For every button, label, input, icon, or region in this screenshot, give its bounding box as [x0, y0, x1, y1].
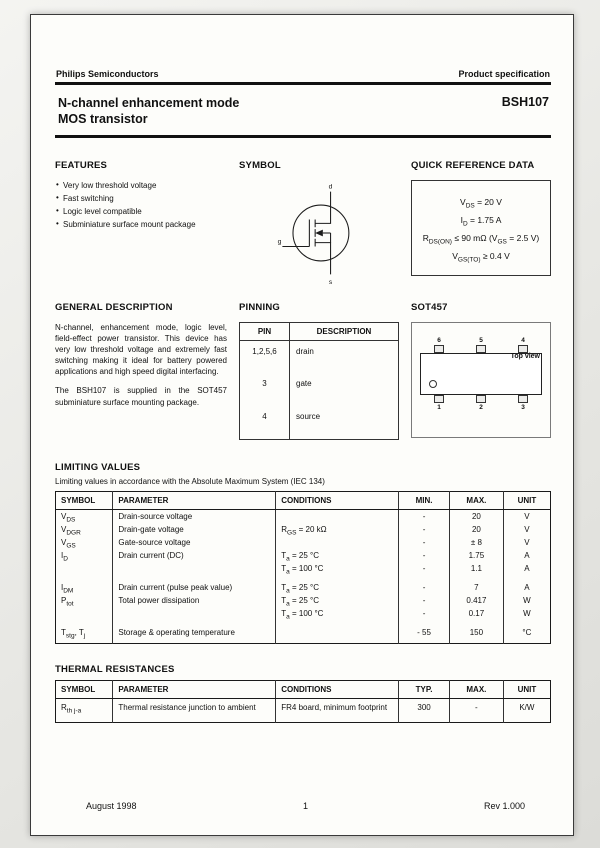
cell-parameter: Drain-gate voltage: [113, 523, 276, 536]
cell-conditions: $T_a = 25$ °C: [276, 594, 399, 607]
footer-page-number: 1: [302, 801, 308, 811]
title-block: [55, 85, 551, 128]
pin-lead: [476, 345, 486, 353]
cell-min: -: [399, 562, 450, 575]
cell-parameter: Gate-source voltage: [113, 536, 276, 549]
cell-min: - 55: [399, 620, 450, 644]
description-paragraph: N-channel, enhancement mode, logic level, field-effect power transistor. This device has very low threshold voltage and extremely fast switching making it ideal for battery powered applications and high speed digital interfacing.: [55, 322, 227, 377]
cell-pin: 1,2,5,6: [240, 340, 290, 373]
pin-lead: [434, 345, 444, 353]
source-terminal-label: s: [328, 278, 333, 286]
cell-conditions: [276, 536, 399, 549]
table-row: [56, 698, 551, 722]
symbol-section: [239, 160, 399, 286]
datasheet-page: [30, 14, 574, 836]
package-section: [411, 302, 551, 440]
quick-reference-heading: QUICK REFERENCE DATA: [411, 159, 535, 171]
qrd-value: $R_{DS(ON)} \le 90$ mΩ ($V_{GS} = 2.5$ V): [422, 232, 540, 246]
cell-pin: 3: [240, 373, 290, 405]
cell-parameter: [113, 607, 276, 620]
quick-reference-section: [411, 160, 551, 286]
header-publisher: Philips Semiconductors: [56, 69, 159, 79]
cell-unit: W: [503, 594, 550, 607]
package-heading: SOT457: [411, 301, 448, 313]
cell-unit: A: [503, 549, 550, 562]
table-row: [240, 373, 399, 405]
table-row: [56, 562, 551, 575]
title-line-1: N-channel enhancement mode: [58, 96, 240, 110]
pinning-heading: PINNING: [239, 301, 280, 313]
cell-conditions: $T_a = 25$ °C: [276, 575, 399, 594]
limiting-values-heading: LIMITING VALUES: [55, 461, 141, 473]
features-list: [55, 180, 227, 231]
cell-min: -: [399, 607, 450, 620]
page-title: [58, 95, 239, 128]
cell-unit: A: [503, 562, 550, 575]
pin-lead: [434, 395, 444, 403]
cell-unit: A: [503, 575, 550, 594]
cell-symbol: $R_{th j-a}$: [61, 702, 82, 715]
cell-symbol: $V_{DGR}$: [61, 524, 81, 537]
table-header-row: [56, 491, 551, 509]
table-row: [56, 536, 551, 549]
cell-symbol: $I_D$: [61, 550, 68, 563]
table-row: [56, 594, 551, 607]
cell-parameter: Drain-source voltage: [113, 509, 276, 523]
cell-min: -: [399, 536, 450, 549]
cell-conditions: $T_a = 25$ °C: [276, 549, 399, 562]
package-bottom-pins: [420, 395, 542, 412]
mosfet-symbol-icon: [271, 180, 367, 286]
cell-parameter: Total power dissipation: [113, 594, 276, 607]
qrd-value: $I_D = 1.75$ A: [460, 214, 502, 228]
cell-symbol: $V_{DS}$: [61, 511, 76, 524]
cell-conditions: FR4 board, minimum footprint: [276, 698, 399, 722]
pin-number: 2: [479, 403, 483, 411]
cell-unit: V: [503, 536, 550, 549]
col-header-unit: UNIT: [503, 491, 550, 509]
thermal-resistances-heading: THERMAL RESISTANCES: [55, 663, 175, 675]
col-header-conditions: CONDITIONS: [276, 680, 399, 698]
cell-parameter: Thermal resistance junction to ambient: [113, 698, 276, 722]
limiting-values-intro: Limiting values in accordance with the Absolute Maximum System (IEC 134): [55, 476, 325, 486]
cell-description: drain: [296, 346, 314, 356]
cell-max: 1.1: [449, 562, 503, 575]
cell-conditions: [276, 620, 399, 644]
limiting-values-table: [55, 491, 551, 644]
pin-number: 5: [479, 336, 483, 344]
col-header-max: MAX.: [449, 680, 503, 698]
cell-max: 7: [449, 575, 503, 594]
top-view-label: Top view: [510, 352, 540, 360]
footer-revision: Rev 1.000: [483, 801, 525, 811]
cell-symbol: [56, 607, 113, 620]
document-footer: [86, 801, 525, 811]
cell-min: -: [399, 523, 450, 536]
cell-min: -: [399, 509, 450, 523]
cell-max: 0.417: [449, 594, 503, 607]
list-item: • Logic level compatible: [55, 206, 227, 217]
cell-unit: V: [503, 523, 550, 536]
cell-max: 150: [449, 620, 503, 644]
document-header: [55, 69, 551, 79]
cell-typ: 300: [399, 698, 450, 722]
col-header-typ: TYP.: [399, 680, 450, 698]
cell-conditions: [276, 509, 399, 523]
pinning-section: [239, 302, 399, 440]
cell-symbol: $P_{tot}$: [61, 595, 74, 608]
table-row: [56, 575, 551, 594]
col-header-unit: UNIT: [503, 680, 550, 698]
cell-max: 1.75: [449, 549, 503, 562]
cell-parameter: Drain current (DC): [113, 549, 276, 562]
cell-unit: °C: [503, 620, 550, 644]
cell-unit: W: [503, 607, 550, 620]
general-description-section: [55, 302, 227, 440]
cell-parameter: [113, 562, 276, 575]
table-row: [240, 340, 399, 373]
cell-min: -: [399, 549, 450, 562]
footer-date: August 1998: [86, 801, 137, 811]
pin-lead: [518, 345, 528, 353]
col-header-parameter: PARAMETER: [113, 491, 276, 509]
cell-min: -: [399, 594, 450, 607]
cell-max: ± 8: [449, 536, 503, 549]
cell-symbol: [56, 562, 113, 575]
title-line-2: MOS transistor: [58, 112, 148, 127]
table-row: [56, 523, 551, 536]
table-row: [56, 549, 551, 562]
cell-symbol: $T_{stg}$, $T_j$: [61, 627, 86, 640]
cell-max: -: [449, 698, 503, 722]
pinning-table: [239, 322, 399, 440]
thermal-resistances-table: [55, 680, 551, 723]
cell-pin: 4: [240, 406, 290, 439]
part-number: BSH107: [501, 95, 549, 109]
table-header-row: [240, 322, 399, 340]
list-item: • Very low threshold voltage: [55, 180, 227, 191]
cell-symbol: $V_{GS}$: [61, 537, 76, 550]
col-header-symbol: SYMBOL: [56, 491, 113, 509]
pin-lead: [476, 395, 486, 403]
pin-number: 1: [437, 403, 441, 411]
symbol-heading: SYMBOL: [239, 159, 281, 171]
cell-min: -: [399, 575, 450, 594]
table-row: [56, 620, 551, 644]
thermal-resistances-section: [55, 664, 551, 723]
pin-number: 3: [521, 403, 525, 411]
cell-parameter: Storage & operating temperature: [113, 620, 276, 644]
pin-number: 4: [521, 336, 525, 344]
col-header-parameter: PARAMETER: [113, 680, 276, 698]
cell-max: 20: [449, 523, 503, 536]
pin1-marker-icon: [429, 380, 437, 388]
col-header-description: DESCRIPTION: [290, 322, 399, 340]
cell-parameter: Drain current (pulse peak value): [113, 575, 276, 594]
col-header-conditions: CONDITIONS: [276, 491, 399, 509]
qrd-value: $V_{GS(TO)} \ge 0.4$ V: [452, 250, 510, 264]
table-header-row: [56, 680, 551, 698]
table-row: [56, 509, 551, 523]
col-header-pin: PIN: [240, 322, 290, 340]
cell-conditions: $T_a = 100$ °C: [276, 607, 399, 620]
list-item: • Fast switching: [55, 193, 227, 204]
cell-max: 0.17: [449, 607, 503, 620]
quick-reference-box: [411, 180, 551, 276]
table-row: [240, 406, 399, 439]
features-section: [55, 160, 227, 286]
pin-number: 6: [437, 336, 441, 344]
cell-unit: V: [503, 509, 550, 523]
general-description-heading: GENERAL DESCRIPTION: [55, 301, 173, 313]
sot457-figure: [411, 322, 551, 438]
cell-conditions: $R_{GS} = 20$ kΩ: [276, 523, 399, 536]
qrd-value: $V_{DS} = 20$ V: [460, 196, 502, 210]
cell-max: 20: [449, 509, 503, 523]
col-header-symbol: SYMBOL: [56, 680, 113, 698]
pin-lead: [518, 395, 528, 403]
header-spec-type: Product specification: [458, 69, 550, 79]
col-header-min: MIN.: [399, 491, 450, 509]
gate-terminal-label: g: [277, 238, 282, 246]
cell-symbol: $I_{DM}$: [61, 582, 74, 595]
cell-conditions: $T_a = 100$ °C: [276, 562, 399, 575]
title-rule: [55, 135, 551, 138]
cell-description: source: [296, 411, 321, 421]
cell-description: gate: [296, 379, 312, 389]
package-top-pins: [420, 336, 542, 353]
description-paragraph: The BSH107 is supplied in the SOT457 subminiature surface mounting package.: [55, 386, 227, 407]
content-grid: [55, 160, 551, 440]
cell-unit: K/W: [503, 698, 550, 722]
list-item: • Subminiature surface mount package: [55, 219, 227, 230]
drain-terminal-label: d: [328, 183, 333, 191]
table-row: [56, 607, 551, 620]
col-header-max: MAX.: [449, 491, 503, 509]
features-heading: FEATURES: [55, 159, 108, 171]
limiting-values-section: [55, 462, 551, 644]
